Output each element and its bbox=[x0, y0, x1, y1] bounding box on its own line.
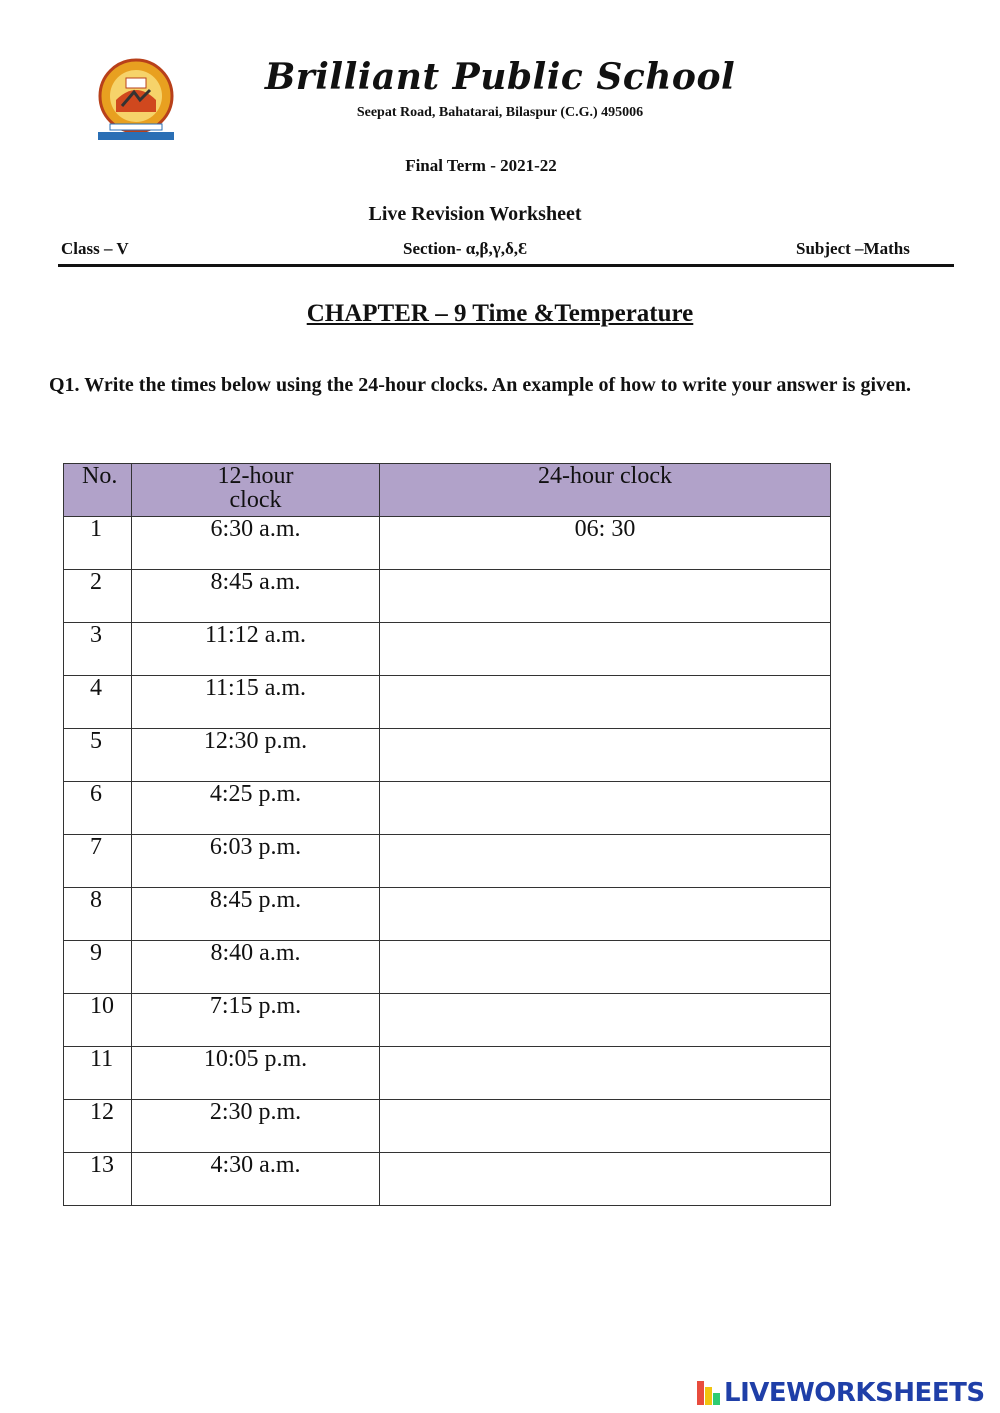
row-number: 6 bbox=[64, 782, 132, 835]
table-row bbox=[64, 1047, 831, 1100]
twelve-hour-time: 4:30 a.m. bbox=[132, 1153, 380, 1206]
answer-field[interactable] bbox=[380, 1153, 831, 1206]
answer-field[interactable] bbox=[380, 994, 831, 1047]
twelve-hour-time: 11:15 a.m. bbox=[132, 676, 380, 729]
worksheet-title: Live Revision Worksheet bbox=[368, 203, 582, 225]
answer-field[interactable] bbox=[380, 835, 831, 888]
table-row bbox=[64, 623, 831, 676]
answer-field[interactable] bbox=[380, 1100, 831, 1153]
row-number: 9 bbox=[64, 941, 132, 994]
answer-field[interactable] bbox=[380, 1047, 831, 1100]
row-number: 4 bbox=[64, 676, 132, 729]
twelve-hour-time: 8:45 p.m. bbox=[132, 888, 380, 941]
header-12-line1: 12-hour bbox=[217, 463, 294, 489]
row-number: 12 bbox=[64, 1100, 132, 1153]
chapter-title: CHAPTER – 9 Time &Temperature bbox=[306, 300, 694, 327]
answer-field[interactable] bbox=[380, 570, 831, 623]
twelve-hour-time: 8:40 a.m. bbox=[132, 941, 380, 994]
twelve-hour-time: 6:30 a.m. bbox=[132, 517, 380, 570]
table-row bbox=[64, 782, 831, 835]
answer-field[interactable] bbox=[380, 729, 831, 782]
table-row bbox=[64, 835, 831, 888]
table-header-row bbox=[64, 464, 831, 517]
section-label: Section- α,β,γ,δ,Ɛ bbox=[403, 239, 527, 258]
brand-text: LIVEWORKSHEETS bbox=[724, 1378, 985, 1408]
answer-field[interactable] bbox=[380, 941, 831, 994]
exam-term: Final Term - 2021-22 bbox=[405, 156, 557, 175]
question-text: Q1. Write the times below using the 24-hour clocks. An example of how to write your answer is given. bbox=[49, 374, 912, 396]
row-number: 7 bbox=[64, 835, 132, 888]
row-number: 2 bbox=[64, 570, 132, 623]
liveworksheets-logo-icon bbox=[697, 1381, 721, 1405]
twelve-hour-time: 4:25 p.m. bbox=[132, 782, 380, 835]
row-number: 8 bbox=[64, 888, 132, 941]
twelve-hour-time: 12:30 p.m. bbox=[132, 729, 380, 782]
liveworksheets-brand bbox=[697, 1378, 985, 1408]
school-address: Seepat Road, Bahatarai, Bilaspur (C.G.) 495006 bbox=[356, 105, 644, 120]
table-row bbox=[64, 994, 831, 1047]
twelve-hour-time: 8:45 a.m. bbox=[132, 570, 380, 623]
twelve-hour-time: 2:30 p.m. bbox=[132, 1100, 380, 1153]
table-row bbox=[64, 888, 831, 941]
class-label: Class – V bbox=[61, 239, 129, 258]
twelve-hour-time: 6:03 p.m. bbox=[132, 835, 380, 888]
answer-field[interactable] bbox=[380, 888, 831, 941]
twelve-hour-time: 10:05 p.m. bbox=[132, 1047, 380, 1100]
table-row bbox=[64, 941, 831, 994]
twelve-hour-time: 11:12 a.m. bbox=[132, 623, 380, 676]
row-number: 10 bbox=[64, 994, 132, 1047]
table-row bbox=[64, 676, 831, 729]
row-number: 13 bbox=[64, 1153, 132, 1206]
table-row bbox=[64, 1100, 831, 1153]
answer-example: 06: 30 bbox=[380, 517, 831, 570]
row-number: 3 bbox=[64, 623, 132, 676]
table-row bbox=[64, 1153, 831, 1206]
time-conversion-table bbox=[63, 463, 831, 1206]
row-number: 11 bbox=[64, 1047, 132, 1100]
row-number: 1 bbox=[64, 517, 132, 570]
header-no: No. bbox=[64, 464, 132, 517]
header-24-hour-clock: 24-hour clock bbox=[380, 464, 831, 517]
school-name: Brilliant Public School bbox=[264, 56, 736, 98]
header-12-line2: clock bbox=[229, 487, 282, 513]
table-row bbox=[64, 517, 831, 570]
header-12-hour-clock bbox=[132, 464, 380, 517]
row-number: 5 bbox=[64, 729, 132, 782]
twelve-hour-time: 7:15 p.m. bbox=[132, 994, 380, 1047]
subject-label: Subject –Maths bbox=[796, 239, 910, 258]
answer-field[interactable] bbox=[380, 623, 831, 676]
table-row bbox=[64, 570, 831, 623]
header-divider bbox=[58, 264, 954, 267]
answer-field[interactable] bbox=[380, 782, 831, 835]
table-row bbox=[64, 729, 831, 782]
answer-field[interactable] bbox=[380, 676, 831, 729]
